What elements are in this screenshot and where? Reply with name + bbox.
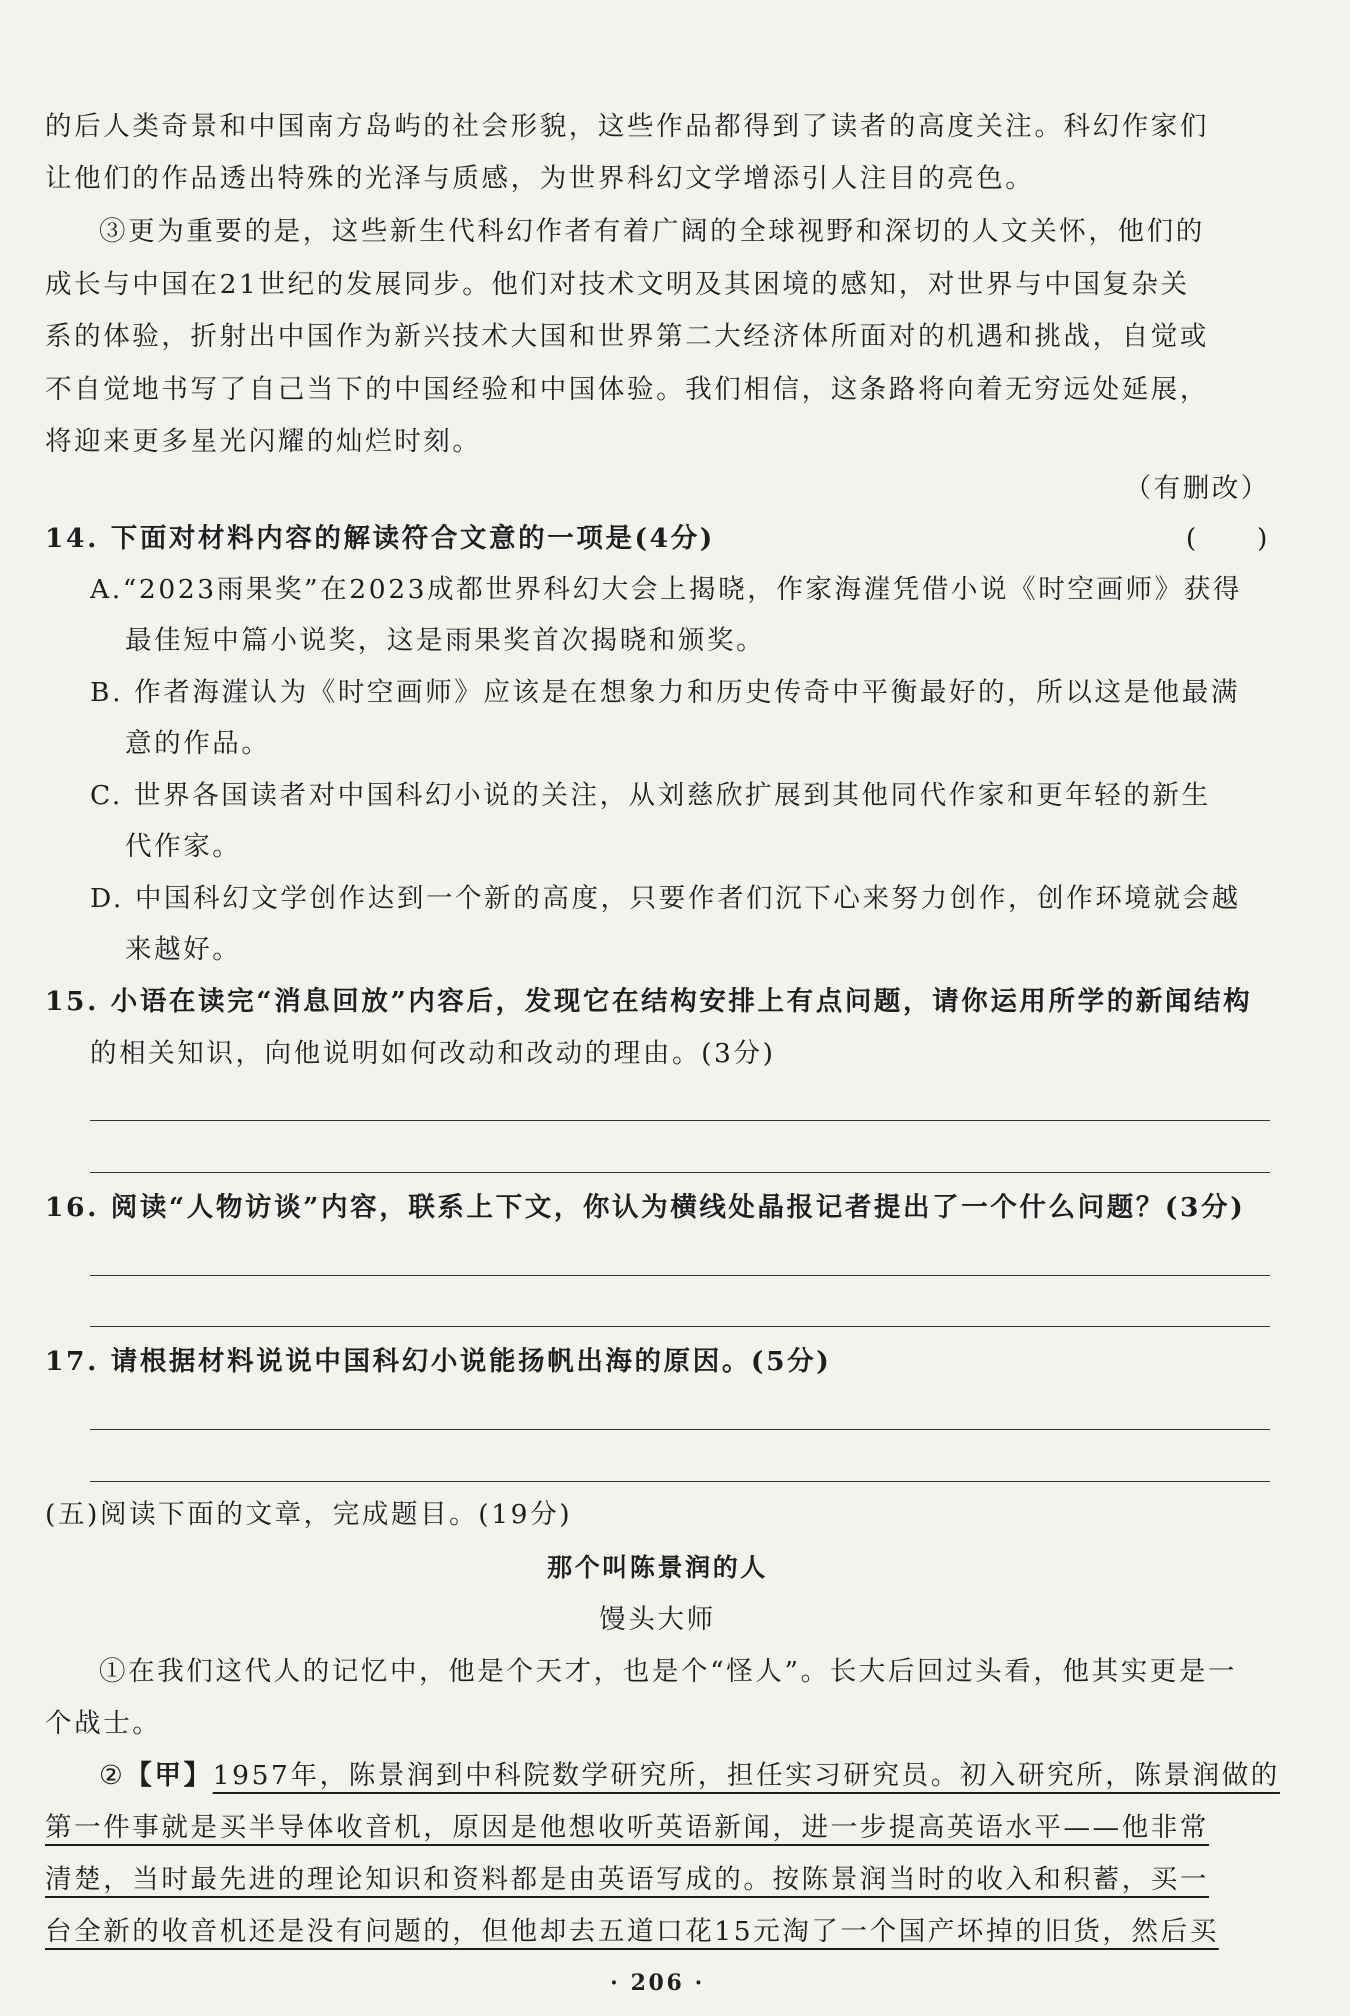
question-15-stem: 15. 小语在读完“消息回放”内容后，发现它在结构安排上有点问题，请你运用所学的新闻结构	[45, 986, 1253, 1017]
underlined-text: 第一件事就是买半导体收音机，原因是他想收听英语新闻，进一步提高英语水平——他非常	[45, 1812, 1209, 1843]
answer-bracket[interactable]: ( )	[1185, 523, 1270, 554]
question-15-stem-cont: 的相关知识，向他说明如何改动和改动的理由。(3分)	[90, 1038, 776, 1069]
answer-line[interactable]	[90, 1429, 1270, 1430]
question-14-stem: 14. 下面对材料内容的解读符合文意的一项是(4分)	[45, 523, 715, 554]
option-d-cont: 来越好。	[125, 934, 242, 965]
marker-jia: 【甲】	[125, 1760, 213, 1791]
answer-line[interactable]	[90, 1481, 1270, 1482]
option-b: B. 作者海漄认为《时空画师》应该是在想象力和历史传奇中平衡最好的，所以这是他最满	[90, 677, 1240, 708]
option-c: C. 世界各国读者对中国科幻小说的关注，从刘慈欣扩展到其他同代作家和更年轻的新生	[90, 780, 1211, 811]
underlined-text: 1957年，陈景润到中科院数学研究所，担任实习研究员。初入研究所，陈景润做的	[212, 1760, 1280, 1791]
material-line: 的后人类奇景和中国南方岛屿的社会形貌，这些作品都得到了读者的高度关注。科幻作家们	[45, 111, 1209, 142]
article-paragraph: 个战士。	[45, 1708, 162, 1739]
option-c-cont: 代作家。	[125, 831, 242, 862]
material-line: 让他们的作品透出特殊的光泽与质感，为世界科幻文学增添引人注目的亮色。	[45, 163, 1035, 194]
answer-line[interactable]	[90, 1120, 1270, 1121]
section-intro: (五)阅读下面的文章，完成题目。(19分)	[45, 1499, 573, 1530]
question-17-stem: 17. 请根据材料说说中国科幻小说能扬帆出海的原因。(5分)	[45, 1346, 832, 1377]
article-paragraph: ①在我们这代人的记忆中，他是个天才，也是个“怪人”。长大后回过头看，他其实更是一	[99, 1656, 1238, 1687]
paragraph-number: ②	[99, 1760, 126, 1791]
underlined-text: 清楚，当时最先进的理论知识和资料都是由英语写成的。按陈景润当时的收入和积蓄，买一	[45, 1864, 1209, 1895]
option-b-cont: 意的作品。	[125, 728, 271, 759]
option-a-cont: 最佳短中篇小说奖，这是雨果奖首次揭晓和颁奖。	[125, 625, 766, 656]
material-line: 不自觉地书写了自己当下的中国经验和中国体验。我们相信，这条路将向着无穷远处延展，	[45, 374, 1209, 405]
material-line: ③更为重要的是，这些新生代科幻作者有着广阔的全球视野和深切的人文关怀，他们的	[99, 216, 1205, 247]
question-16-stem: 16. 阅读“人物访谈”内容，联系上下文，你认为横线处晶报记者提出了一个什么问题？(3分)	[45, 1192, 1246, 1223]
article-paragraph-underlined	[99, 1750, 1280, 1802]
page-number: · 206 ·	[610, 1970, 705, 1996]
edit-note: （有删改）	[1124, 473, 1270, 504]
material-line: 将迎来更多星光闪耀的灿烂时刻。	[45, 426, 482, 457]
option-a: A.“2023雨果奖”在2023成都世界科幻大会上揭晓，作家海漄凭借小说《时空画师》获得	[90, 574, 1242, 605]
material-line: 成长与中国在21世纪的发展同步。他们对技术文明及其困境的感知，对世界与中国复杂关	[45, 269, 1190, 300]
answer-line[interactable]	[90, 1326, 1270, 1327]
answer-line[interactable]	[90, 1172, 1270, 1173]
underlined-text: 台全新的收音机还是没有问题的，但他却去五道口花15元淘了一个国产坏掉的旧货，然后买	[45, 1916, 1219, 1947]
article-title: 那个叫陈景润的人	[547, 1553, 768, 1582]
material-line: 系的体验，折射出中国作为新兴技术大国和世界第二大经济体所面对的机遇和挑战，自觉或	[45, 321, 1209, 352]
option-d: D. 中国科幻文学创作达到一个新的高度，只要作者们沉下心来努力创作，创作环境就会越	[90, 883, 1241, 914]
article-author: 馒头大师	[599, 1604, 716, 1635]
answer-line[interactable]	[90, 1275, 1270, 1276]
